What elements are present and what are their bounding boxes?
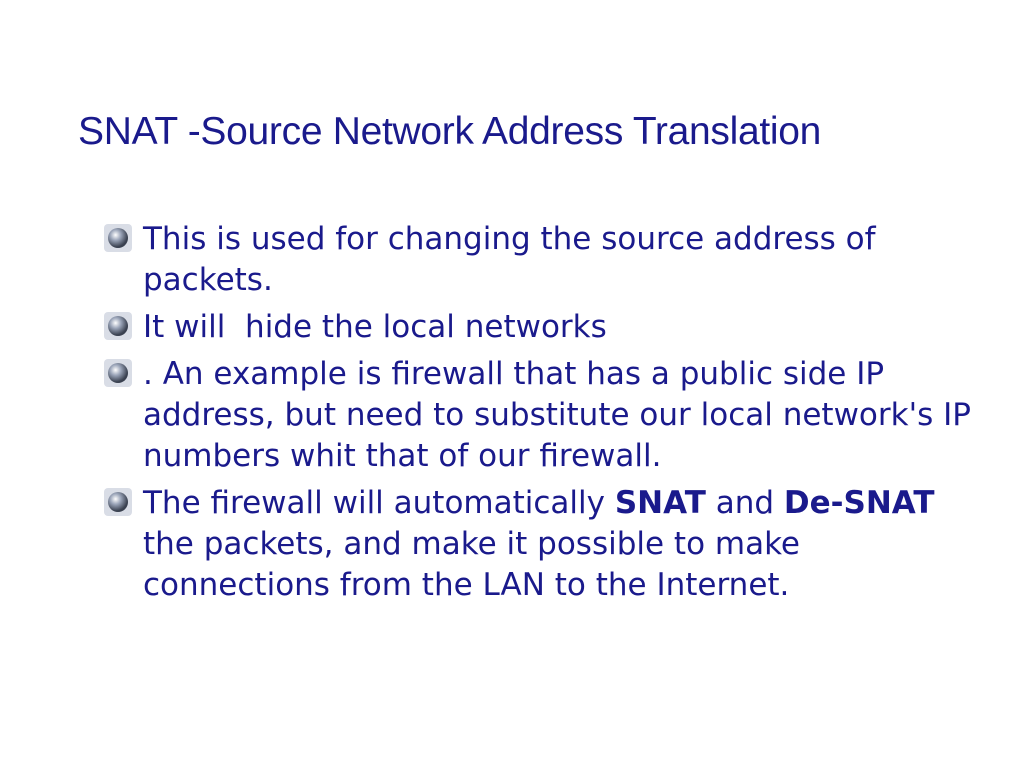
bullet-item (103, 307, 983, 348)
bullet-item (103, 354, 983, 477)
bullet-text (143, 483, 983, 606)
bullet-text-part: The firewall will automatically (143, 485, 615, 521)
slide-title: SNAT -Source Network Address Translation (78, 110, 822, 153)
sphere-bullet-icon (103, 311, 133, 341)
sphere-bullet-icon (103, 358, 133, 388)
bullet-item (103, 219, 983, 301)
bullet-text-part: the packets, and make it possible to make connections from the LAN to the Internet. (143, 526, 801, 603)
bullet-text: It will hide the local networks (143, 309, 607, 345)
sphere-bullet-icon (103, 223, 133, 253)
bullet-text-part: and (705, 485, 784, 521)
bullet-item (103, 483, 983, 606)
bullet-text: This is used for changing the source address of packets. (143, 221, 876, 298)
bullet-list (103, 219, 983, 612)
bullet-text: . An example is firewall that has a public side IP address, but need to substitute our local network's IP numbers whit that of our firewall. (143, 356, 971, 474)
sphere-bullet-icon (103, 487, 133, 517)
snat-term: SNAT (614, 485, 706, 521)
de-snat-term: De-SNAT (783, 485, 935, 521)
